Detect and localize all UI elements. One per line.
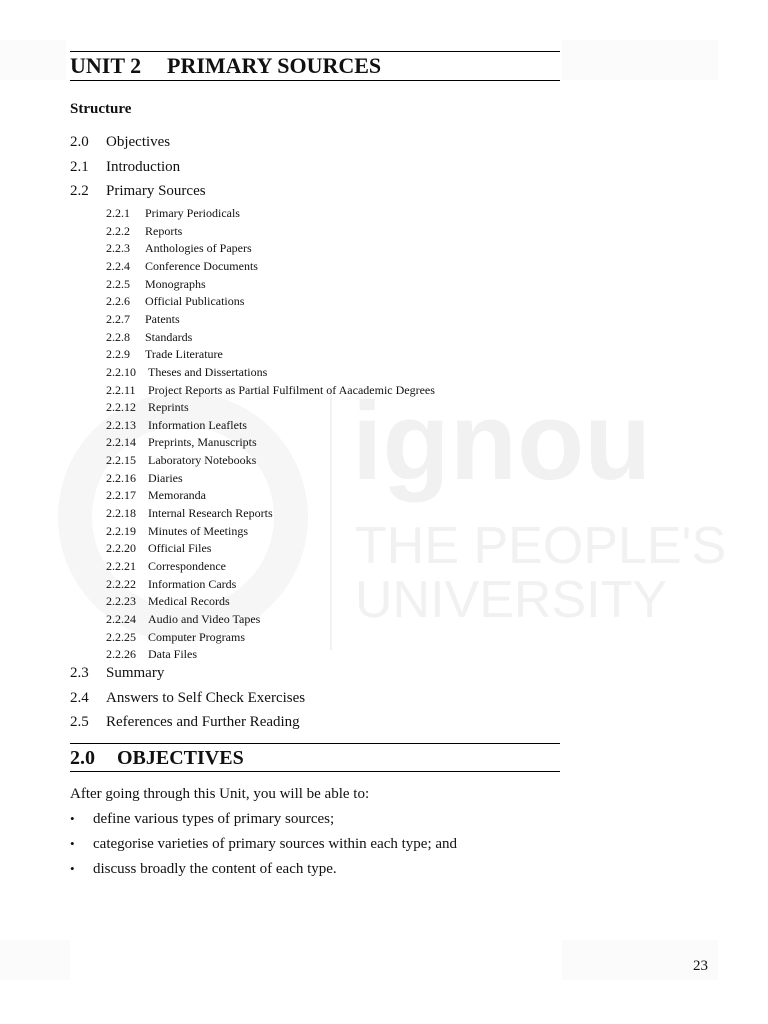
toc-sub-item xyxy=(106,612,260,626)
toc-item-label: Minutes of Meetings xyxy=(148,523,248,538)
toc-item-number: 2.2.3 xyxy=(106,241,130,256)
toc-item-number: 2.2.16 xyxy=(106,470,136,485)
toc-item-label: Theses and Dissertations xyxy=(148,364,268,379)
toc-sub-item xyxy=(106,577,236,591)
toc-item-number: 2.2.12 xyxy=(106,400,136,415)
toc-sub-item xyxy=(106,435,257,449)
toc-sub-item xyxy=(106,453,256,467)
section-heading xyxy=(70,745,244,771)
bullet-icon: • xyxy=(70,861,75,876)
toc-item-label: Reports xyxy=(145,223,183,238)
toc-main-item xyxy=(70,664,164,682)
toc-item-number: 2.2.15 xyxy=(106,453,136,468)
toc-item-label: Data Files xyxy=(148,647,197,662)
toc-item-number: 2.2.6 xyxy=(106,294,130,309)
watermark-divider xyxy=(330,395,332,650)
toc-item-number: 2.2.13 xyxy=(106,417,136,432)
toc-item-number: 2.4 xyxy=(70,689,89,706)
toc-item-label: Audio and Video Tapes xyxy=(148,611,261,626)
toc-item-label: Reprints xyxy=(148,400,189,415)
toc-item-label: Objectives xyxy=(106,134,171,150)
watermark-tagline-1: THE PEOPLE'S xyxy=(355,517,727,575)
toc-item-label: Internal Research Reports xyxy=(148,506,273,521)
unit-heading xyxy=(70,52,381,80)
toc-sub-item xyxy=(106,594,230,608)
toc-item-label: Introduction xyxy=(106,158,181,175)
toc-item-label: Primary Periodicals xyxy=(145,206,240,220)
toc-sub-item xyxy=(106,400,189,414)
toc-item-number: 2.2.19 xyxy=(106,523,136,538)
toc-item-label: Memoranda xyxy=(148,488,206,503)
toc-item-number: 2.2.10 xyxy=(106,364,136,379)
margin-band xyxy=(0,40,66,80)
toc-sub-item xyxy=(106,312,180,326)
toc-item-number: 2.2 xyxy=(70,183,89,199)
toc-item-label: Preprints, Manuscripts xyxy=(148,435,257,450)
toc-item-number: 2.2.5 xyxy=(106,276,130,291)
section-title: OBJECTIVES xyxy=(117,747,244,769)
toc-item-number: 2.2.9 xyxy=(106,347,130,362)
toc-item-label: Official Publications xyxy=(145,294,245,309)
toc-sub-item xyxy=(106,224,182,238)
toc-item-number: 2.1 xyxy=(70,158,89,175)
toc-item-number: 2.2.17 xyxy=(106,488,136,503)
toc-sub-item xyxy=(106,259,258,273)
section-bottom-rule xyxy=(70,771,560,772)
objective-item xyxy=(70,861,337,878)
toc-item-label: Project Reports as Partial Fulfilment of Aacademic Degrees xyxy=(148,382,435,397)
toc-sub-item xyxy=(106,559,226,573)
page-number: 23 xyxy=(693,958,708,974)
toc-item-label: Conference Documents xyxy=(145,258,258,273)
bullet-icon: • xyxy=(70,836,75,851)
toc-item-label: Computer Programs xyxy=(148,629,245,644)
toc-item-label: Answers to Self Check Exercises xyxy=(106,689,306,706)
toc-item-label: Medical Records xyxy=(148,594,230,609)
toc-item-label: Information Leaflets xyxy=(148,417,247,432)
toc-item-number: 2.2.1 xyxy=(106,206,130,220)
toc-item-label: Patents xyxy=(145,311,180,326)
toc-main-item xyxy=(70,689,305,707)
toc-sub-item xyxy=(106,506,273,520)
toc-sub-item xyxy=(106,206,240,220)
toc-item-label: Diaries xyxy=(148,470,183,485)
toc-item-label: Laboratory Notebooks xyxy=(148,453,257,468)
toc-item-number: 2.2.26 xyxy=(106,647,136,662)
toc-item-label: Trade Literature xyxy=(145,347,223,362)
toc-item-number: 2.2.8 xyxy=(106,329,130,344)
bullet-icon: • xyxy=(70,811,75,826)
toc-item-number: 2.2.4 xyxy=(106,258,130,273)
header-bottom-rule xyxy=(70,80,560,81)
toc-sub-item xyxy=(106,630,245,644)
toc-item-number: 2.5 xyxy=(70,714,89,730)
toc-item-label: Standards xyxy=(145,329,193,344)
objective-item xyxy=(70,836,457,853)
toc-sub-item xyxy=(106,383,435,397)
toc-sub-item xyxy=(106,294,244,308)
structure-label: Structure xyxy=(70,101,132,117)
toc-item-label: Information Cards xyxy=(148,576,237,591)
margin-band xyxy=(0,940,70,980)
toc-sub-item xyxy=(106,471,183,485)
objective-text: discuss broadly the content of each type. xyxy=(93,861,337,877)
toc-item-label: Anthologies of Papers xyxy=(145,241,252,256)
toc-item-number: 2.3 xyxy=(70,665,89,681)
toc-item-number: 2.2.22 xyxy=(106,576,136,591)
objective-text: define various types of primary sources; xyxy=(93,811,335,827)
toc-sub-item xyxy=(106,241,252,255)
toc-item-number: 2.2.11 xyxy=(106,382,136,397)
toc-item-label: Correspondence xyxy=(148,559,226,573)
toc-sub-item xyxy=(106,647,197,661)
margin-band xyxy=(562,40,718,80)
unit-number: UNIT 2 xyxy=(70,53,142,78)
toc-sub-item xyxy=(106,277,206,291)
toc-main-item xyxy=(70,158,180,176)
toc-item-label: References and Further Reading xyxy=(106,714,300,730)
toc-item-label: Official Files xyxy=(148,541,212,556)
toc-main-item xyxy=(70,713,300,731)
toc-sub-item xyxy=(106,541,211,555)
toc-item-number: 2.2.23 xyxy=(106,594,136,609)
toc-sub-item xyxy=(106,330,192,344)
toc-sub-item xyxy=(106,488,206,502)
objective-text: categorise varieties of primary sources within each type; and xyxy=(93,836,458,852)
toc-main-item xyxy=(70,182,206,200)
unit-title: PRIMARY SOURCES xyxy=(167,53,382,78)
section-top-rule xyxy=(70,743,560,744)
toc-item-number: 2.2.21 xyxy=(106,559,136,573)
toc-item-number: 2.0 xyxy=(70,134,89,150)
toc-item-label: Monographs xyxy=(145,276,206,291)
toc-item-label: Summary xyxy=(106,665,165,681)
watermark-tagline-2: UNIVERSITY xyxy=(355,571,668,629)
objectives-intro: After going through this Unit, you will be able to: xyxy=(70,786,370,802)
toc-sub-item xyxy=(106,365,267,379)
toc-item-label: Primary Sources xyxy=(106,183,206,199)
toc-item-number: 2.2.20 xyxy=(106,541,136,556)
toc-item-number: 2.2.2 xyxy=(106,223,130,238)
toc-item-number: 2.2.24 xyxy=(106,611,136,626)
section-number: 2.0 xyxy=(70,747,95,769)
toc-sub-item xyxy=(106,347,223,361)
toc-sub-item xyxy=(106,418,247,432)
toc-item-number: 2.2.7 xyxy=(106,311,130,326)
objective-item xyxy=(70,811,334,828)
toc-item-number: 2.2.18 xyxy=(106,506,136,521)
toc-item-number: 2.2.14 xyxy=(106,435,136,450)
toc-item-number: 2.2.25 xyxy=(106,629,136,644)
toc-sub-item xyxy=(106,524,248,538)
toc-main-item xyxy=(70,133,170,151)
watermark-ignou: ignou xyxy=(352,380,652,503)
